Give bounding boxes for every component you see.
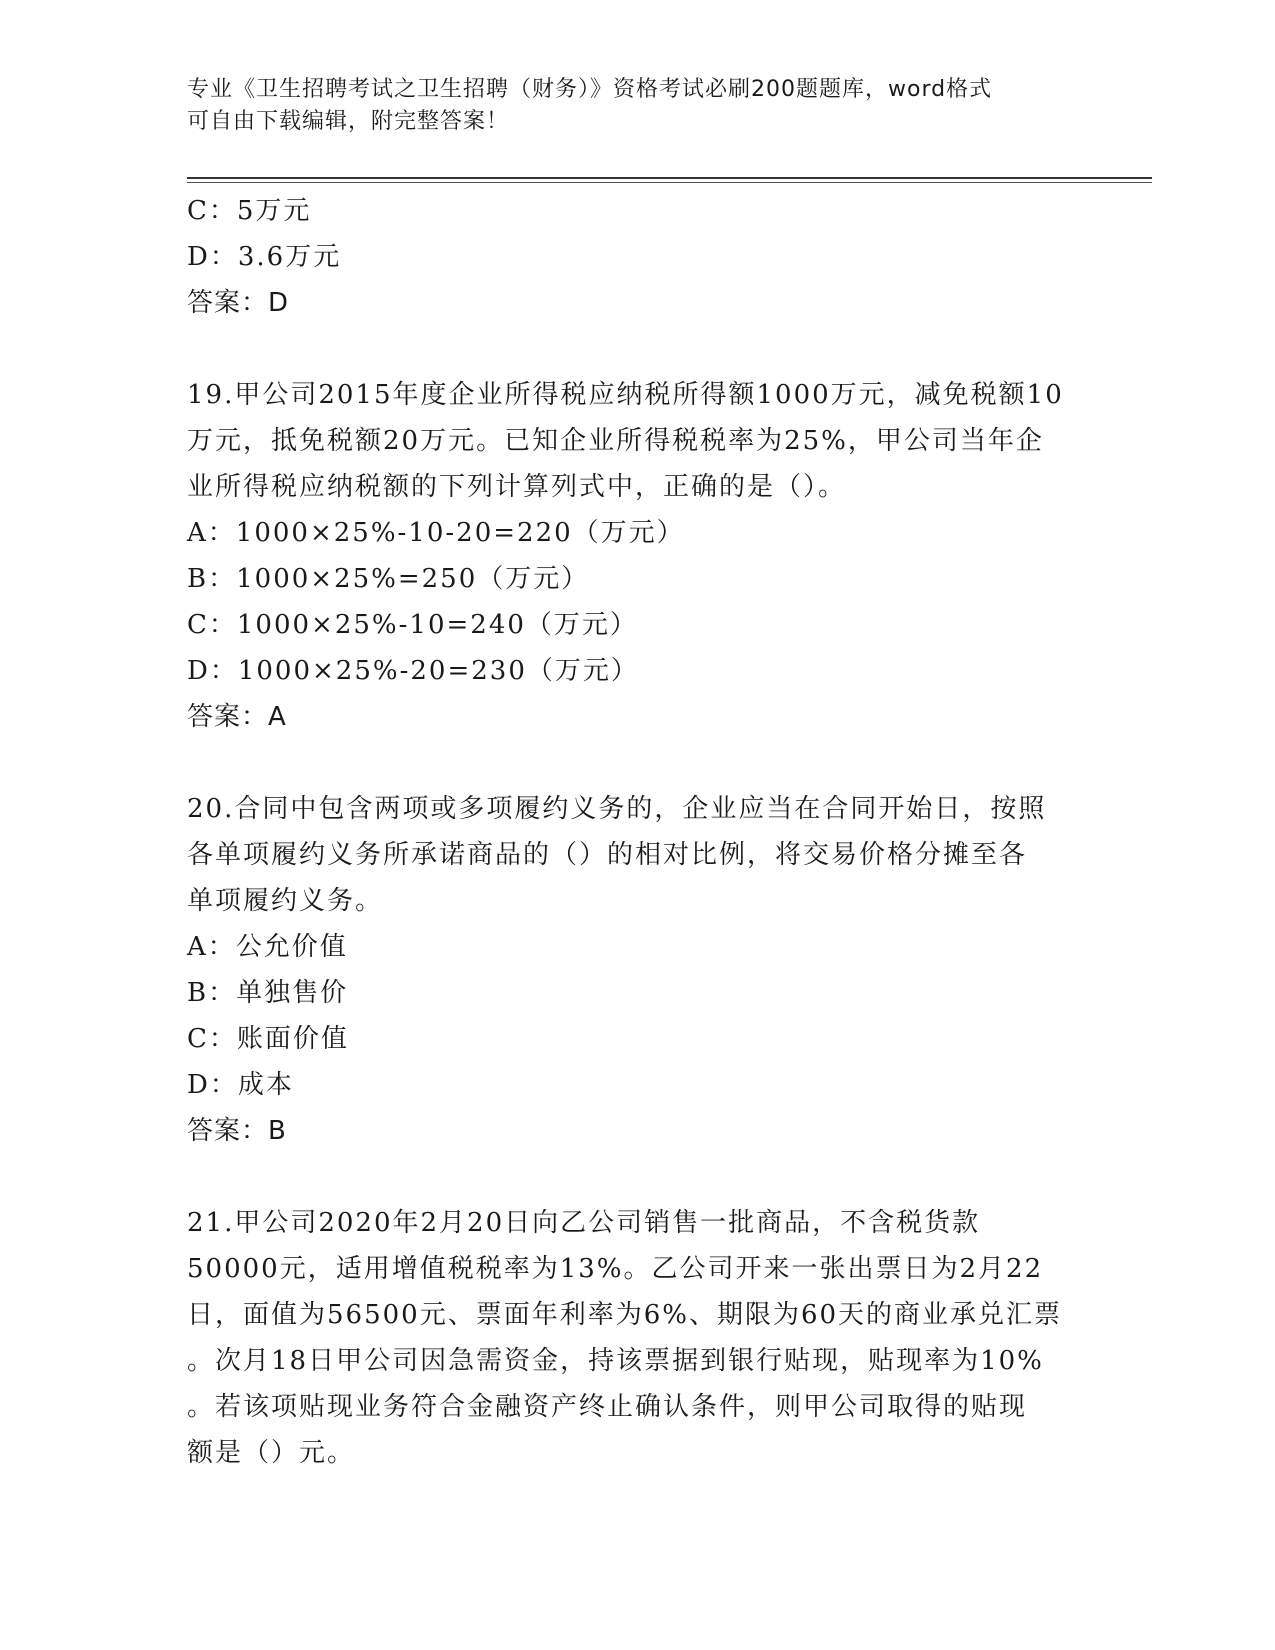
answer-line: 答案：D — [187, 288, 290, 318]
header-title-line-2: 可自由下载编辑，附完整答案！ — [187, 109, 510, 134]
spacer — [187, 1154, 1087, 1200]
question-text-line: 业所得税应纳税额的下列计算列式中，正确的是（）。 — [187, 472, 847, 502]
question-text-line: 额是（）元。 — [187, 1438, 356, 1468]
question-text-line: 万元，抵免税额20万元。已知企业所得税税率为25%，甲公司当年企 — [187, 426, 1044, 456]
question-list — [187, 188, 1087, 1476]
option-d: D：1000×25%-20=230（万元） — [187, 656, 639, 686]
header-divider-thick — [187, 177, 1152, 179]
spacer — [187, 326, 1087, 372]
prev-question-options — [187, 188, 1087, 280]
option-a: A：1000×25%-10-20=220（万元） — [187, 518, 685, 548]
option-c: C：1000×25%-10=240（万元） — [187, 610, 638, 640]
option-d: D：成本 — [187, 1070, 294, 1100]
question-text-line: 。次月18日甲公司因急需资金，持该票据到银行贴现，贴现率为10% — [187, 1346, 1044, 1376]
question-text-line: 21.甲公司2020年2月20日向乙公司销售一批商品，不含税货款 — [187, 1208, 981, 1238]
header-divider-thin — [187, 182, 1152, 183]
answer-line: 答案：A — [187, 702, 287, 732]
question-text-line: 各单项履约义务所承诺商品的（）的相对比例，将交易价格分摊至各 — [187, 840, 1028, 870]
question-text-line: 50000元，适用增值税税率为13%。乙公司开来一张出票日为2月22 — [187, 1254, 1044, 1284]
question-text-line: 日，面值为56500元、票面年利率为6%、期限为60天的商业承兑汇票 — [187, 1300, 1063, 1330]
page-header — [187, 74, 1067, 138]
answer-line: 答案：B — [187, 1116, 287, 1146]
option-c: C：5万元 — [187, 196, 312, 226]
question-21 — [187, 1200, 1087, 1476]
spacer — [187, 740, 1087, 786]
question-text-line: 19.甲公司2015年度企业所得税应纳税所得额1000万元，减免税额10 — [187, 380, 1064, 410]
question-text-line: 。若该项贴现业务符合金融资产终止确认条件，则甲公司取得的贴现 — [187, 1392, 1028, 1422]
option-a: A：公允价值 — [187, 932, 348, 962]
question-text-line: 20.合同中包含两项或多项履约义务的，企业应当在合同开始日，按照 — [187, 794, 1047, 824]
option-d: D：3.6万元 — [187, 242, 342, 272]
option-b: B：1000×25%=250（万元） — [187, 564, 590, 594]
option-b: B：单独售价 — [187, 978, 349, 1008]
option-c: C：账面价值 — [187, 1024, 349, 1054]
question-20 — [187, 786, 1087, 1154]
question-19 — [187, 372, 1087, 740]
header-title-line-1: 专业《卫生招聘考试之卫生招聘（财务）》资格考试必刷200题题库，word格式 — [187, 77, 993, 102]
question-text-line: 单项履约义务。 — [187, 886, 384, 916]
